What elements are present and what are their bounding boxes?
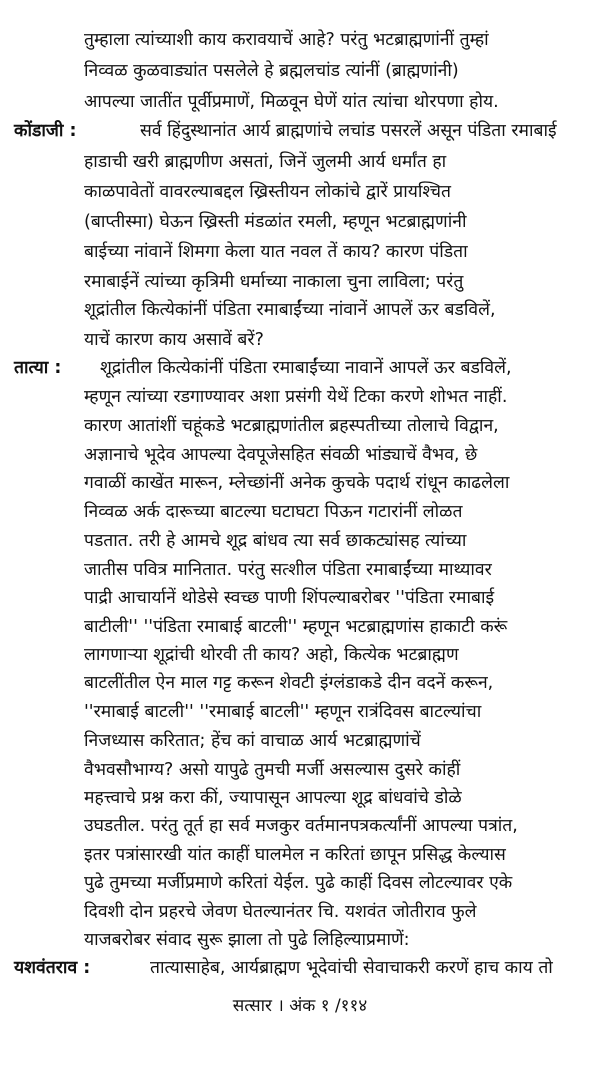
page-footer: सत्सार । अंक १ /११४ — [232, 996, 368, 1016]
speaker-label: तात्या : — [14, 358, 62, 378]
speaker-label: कोंडाजी : — [14, 121, 77, 141]
speaker-label: यशवंतराव : — [14, 958, 91, 978]
document-page: तुम्हाला त्यांच्याशी काय करावयाचें आहे? परंतु भटब्राह्मणांनीं तुम्हां निव्वळ कुळवाड्यांत पसलेले हे ब्रह्मलचांड त्यांनीं (ब्राह्मणांनी) आपल्या जातींत पूर्वीप्रमाणें, मिळवून घेणें यांत त्यांचा थोरपणा होय. कोंडाजी : सर्व हिंदुस्थानांत आर्य ब्राह्मणांचे लचांड पसरलें असून पंडिता रमाबाई हाडाची खरी ब्राह्मणीण असतां, जिनें जुलमी आर्य धर्मांत हा काळपावेतों वावरल्याबद्दल ख्रिस्तीयन लोकांचे द्वारें प्रायश्चित (बाप्तीस्मा) घेऊन ख्रिस्ती मंडळांत रमली, म्हणून भटब्राह्मणांनी बाईच्या नांवानें शिमगा केला यात नवल तें काय? कारण पंडिता रमाबाईनें त्यांच्या कृत्रिमी धर्माच्या नाकाला चुना लाविला; परंतु शूद्रांतील कित्येकांनीं पंडिता रमाबाईंच्या नांवानें आपलें ऊर बडविलें, याचें कारण काय असावें बरें? तात्या : शूद्रांतील कित्येकांनीं पंडिता रमाबाईंच्या नावानें आपलें ऊर बडविलें, म्हणून त्यांच्या रडगाण्यावर अशा प्रसंगी येथें टिका करणे शोभत नाहीं. कारण आतांशीं चहूंकडे भटब्राह्मणांतील ब्रहस्पतीच्या तोलाचे विद्वान, अज्ञानाचे भूदेव आपल्या देवपूजेसहित संवळी भांड्याचें वैभव, छे गवाळीं काखेंत मारून, म्लेच्छांनीं अनेक कुचके पदार्थ रांधून काढलेला निव्वळ अर्क दारूच्या बाटल्या घटाघटा पिऊन गटारांनीं लोळत पडतात. तरी हे आमचे शूद्र बांधव त्या सर्व छाकट्यांसह त्यांच्या जातीस पवित्र मानितात. परंतु सत्शील पंडिता रमाबाईंच्या माथ्यावर पाद्री आचार्यानें थोडेसे स्वच्छ पाणी शिंपल्याबरोबर ''पंडिता रमाबाई बाटीली'' ''पंडिता रमाबाई बाटली'' म्हणून भटब्राह्मणांस हाकाटी करूं लागणाऱ्या शूद्रांची थोरवी ती काय? अहो, कित्येक भटब्राह्मण बाटलींतील ऐन माल गट्ट करून शेवटी इंग्लंडाकडे दीन वदनें करून, ''रमाबाई बाटली'' ''रमाबाई बाटली'' म्हणून रात्रंदिवस बाटल्यांचा निजध्यास करितात; हेंच कां वाचाळ आर्य भटब्राह्मणांचें वैभवसौभाग्य? असो यापुढे तुमची मर्जी असल्यास दुसरे कांहीं महत्त्वाचे प्रश्न करा कीं, ज्यापासून आपल्या शूद्र बांधवांचे डोळे उघडतील. परंतु तूर्त हा सर्व मजकुर वर्तमानपत्रकर्त्यांनीं आपल्या पत्रांत, इतर पत्रांसारखी यांत काहीं घालमेल न करितां छापून प्रसिद्ध केल्यास पुढे तुमच्या मर्जीप्रमाणे करितां येईल. पुढे काहीं दिवस लोटल्यावर एके दिवशी दोन प्रहरचे जेवण घेतल्यानंतर चि. यशवंत जोतीराव फुले याजबरोबर संवाद सुरू झाला तो पुढे लिहिल्याप्रमाणें: यशवंतराव : तात्यासाहेब, आर्यब्राह्मण भूदेवांची सेवाचाकरी करणें हाच काय तो सत्सार । अंक १ /११४ — [0, 0, 600, 1078]
